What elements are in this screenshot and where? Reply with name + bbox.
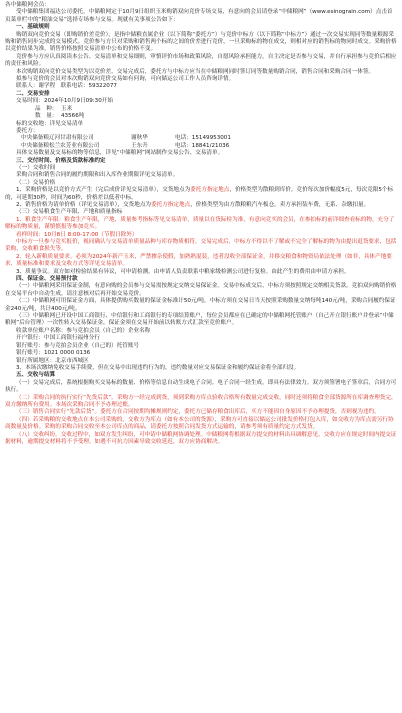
section-1-paragraph-4: 拟参与竞价的会员对本次购销双向竞价交易如有问询，可向储运公司工作人员咨询详情。: [16, 76, 235, 83]
field-value: 玉米: [61, 105, 73, 112]
section-1-paragraph-1: 购销双向竞价交易（即购销价差竞价），是指中储粮直属企业（以下简称“委托方”）与竞价中标方（以下简称“中标方”）通过一次交易实现同等数量粮源采购和销售同步完成的交易模式。竞价参与方只对采购和销售两个标的之间的价差进行竞价，一旦采购标的物在成交，则相对应的销售标的物同时成交。采购价格以竞价结果为准，销售价格按照交易清单中公布的价格不变。: [5, 31, 397, 53]
contact-name: 联系人：谢学程: [16, 83, 56, 90]
highlight-location: 委托方指定地点: [151, 201, 191, 208]
account-line: 开户银行：中国工商银行福州分行: [16, 335, 100, 342]
section-1-paragraph-2: 竞价参与方应认真阅读本公告、交易清单和交易细则，审慎评价市场和政策风险，自愿风险承担能力，自主决定是否参与交易，并自行承担参与竞价后相应的责任和风险。: [5, 53, 397, 68]
field-quantity: [5, 113, 397, 120]
subsection-title: （三）交易粮食生产年限、产地和质量指标: [16, 209, 123, 216]
viewing-time: 看样时间：10月8日 8:00-17:00（节假日除外）: [16, 231, 138, 238]
supplier-person: 谢秋华: [131, 135, 148, 142]
supplier-phone: 电话：18841/21036: [175, 142, 230, 149]
settlement-paragraph-2: （二）采购合同的执行实行“先货后款”。采购方一经完成到货，须到采购方库点验收合格所有数量完成交收，同时还须将粮食全部货源所在库调查理货完，双方缴纳所有费用。本场次采购合同不予办理过账。: [5, 394, 397, 408]
supplier-name: 中央储备粮松兰农芳业有限公司: [21, 142, 100, 149]
settlement-paragraph-3: （三）销售合同实行“先款后货”。委托方在合同按期均摊规则约定，委托方已储存粮食出库后，买方不能因自身原因不予办理提货，否则视为违约。: [16, 409, 380, 416]
section-1-paragraph-3: 本次购销双向竞价交易类型为以竞价差，交易完成后，委托方与中标方应当在中储粮网同时签订同等数量购销合同，销售合同和采购合同一体签。: [16, 68, 375, 75]
account-line: 银行所属地区：北京市西城区: [16, 357, 89, 364]
quality-warning-2: 中标方一旦参与竞买报价，视同确认与交易清单质量品种与库存物质相符。交易完成后，中标方不得以不了解或不完全了解标的物为由提出退货要求，包括采购，交收粮食损失等。: [5, 239, 397, 253]
quality-warning-3: 2、轮入新粮质量要求。必须为2024年新产玉米，严禁掺杂使假，加熟熟混装，违者没收全部保证金，并移交粮食和物资局依法处理（如非，具体产地要求，质量标准和要求及交收方式等详见交易清单。: [5, 253, 392, 268]
greeting: 各中储粮网会员：: [5, 2, 50, 8]
sale-price-rule: 2、销售价格为请单价格（详见交易清单），交货地点为委托方指定地点，价格类型为由方散粮粮汽车板仓，卖方承担装车费，无系、杂缴扣量。: [16, 201, 370, 208]
detail-note: 具体交易数量及交易标的物等信息，详见“中储粮网”网站制作交易公告、交易清单。: [16, 150, 224, 157]
delivery-time-body: 采购合同和销售合同的履约期限和出入库作业期限详见交易清单。: [16, 172, 179, 179]
contact-line: [5, 83, 397, 90]
settlement-paragraph-4: （四）若采购粮的交收地点在本公司采购的，交收方为库点（如有本公司的货源），采购方可直接以储运公司批发价格打包入库，如交收方为库点需另行协商数量及价格。采购的采购合同交收至本公司库点的商品，请委托方按照合同发货方式运输的，请参考须有质量约定方式发货。: [5, 416, 394, 431]
field-label: 数 量：: [35, 113, 58, 120]
supplier-name: 中央储备粮辽河甘肃有限公司: [21, 135, 94, 142]
trade-time: [5, 98, 397, 105]
supplier-label: 委托方：: [16, 127, 39, 134]
trade-time-label: 交易时间：: [16, 98, 44, 105]
subsection-title: （一）交收时间: [16, 164, 56, 171]
section-3-title: 三、交付时间、价格及货款标准约定: [16, 157, 106, 164]
deposit-paragraph-2: （二）中储粮网可用保证金方面，具体提供购买数量的保证金标准计50元/吨，中标方须在交易日当天按照采购数量交纳每吨140元/吨，采购合同履约保证金240元/吨，共计400元/吨。: [5, 298, 396, 312]
trade-time-value: 2024年10月9日09:30开始: [43, 98, 113, 105]
quality-warning-1: 1、粮食生产年限：粮食生产年限，产地、质量参考指标等见交易清单，质量以在货际检为准，有意向竞买的会员，在参拍标的前详细查看标的物，充分了解标的物质量，谨慎慎报等参加竞买。: [5, 216, 395, 231]
purchase-price-rule: 1、采购价格是以竞价方式产生（完后成价详见交易清单），交货地点为委托方指定地点，价格类型为散粮到库价。竞价每次加价幅度5元，每次竞限5个标的，可延期30秒，时间为60秒，价格差以低者中标。: [5, 187, 394, 201]
supplier-phone: 电话：15149953001: [175, 135, 231, 142]
account-line: 银行账号：1021 0000 0136: [16, 350, 91, 357]
field-label: 品 种：: [35, 105, 58, 112]
subsection-title: （二）交易价格: [16, 179, 56, 186]
field-value: 43566吨: [61, 113, 85, 120]
section-2-title: 二、交易安排: [16, 90, 50, 97]
deposit-paragraph-1: （一）中储粮网采用保证金制，有意向购的会员参与交易需按规定交纳交易保证金。交易中标成交后，中标方须按照规定交纳相关货款。竞拍双向购销价格在交易平台中自动生成，请注意核对后再开始交易竞价。: [5, 283, 397, 297]
highlight-location: 委托方指定地点: [190, 187, 230, 194]
supplier-row: [21, 143, 397, 150]
section-4-title: 四、保证金、交易预付款: [16, 276, 78, 283]
deposit-paragraph-4: 3、本场次缴纳免收交易手续费，但在交易中出现违约行为的，违约数量对应交易保证金和履约保证金将全部归没。: [16, 364, 300, 371]
supplier-list: [5, 135, 397, 150]
settlement-paragraph-5: （八）交收纠纷。交收过程中，如双方发生纠纷，可申请中储粮网协调处理。中储粮网将根据双方提交的材料出具调解意见，交收方应在规定时间内提交证据材料，逾期提交材料将不予受理。如遇不可抗力因素导致交收延迟，双方应协商解决。: [5, 431, 397, 445]
quality-dispute: 3、质量争议。双方如对检验结果有异议，可申请检测。由申请人负责联系中粮家级检测公司进行复检。由此产生的费用由申请方承担。: [16, 268, 350, 275]
section-5-title: 五、交收与结算: [16, 372, 56, 379]
contact-phone: 联系电话：59322077: [60, 83, 117, 90]
delivery-location-note: 标的交收地：详见交易清单: [16, 120, 84, 127]
deposit-paragraph-3: （三）中储粮网已开设中国工商银行、中信银行和工商银行的专项结算账户，每位会员都应在已确定的中储粮网托管账户（自己开立银行账户并登录“中储粮网”后台管理）一次性转入交易保证金，保证金须在交易开始前以转账方式汇款至竞价账户。: [5, 313, 394, 327]
section-1-title: 一、基础规则: [16, 24, 50, 31]
intro-paragraph: 受中储粮集团福达公司委托，中储粮网定于10月9日组织玉米购销双向竞价专场交易，有意向的会员请登录“中储粮网”（www.esinograin.com）点击首页菜单栏中的“粮油交易”选择专场参与交易。现就有关事项公告如下：: [5, 9, 393, 23]
field-variety: [5, 106, 397, 113]
account-line: 银行账号：参与竞拍会员企业（自己的）托管账号: [16, 342, 140, 349]
account-line: 收款单位账户名称：参与竞拍会员（自己的）企业名称: [16, 327, 151, 334]
supplier-row: [21, 135, 397, 142]
supplier-person: 王东升: [131, 142, 148, 149]
settlement-paragraph-1: （一）交易完成后，系统根据购买交易标的数量、价格等信息自动生成电子合同。电子合同一经生成，即具有法律效力。双方须签署电子签章后，合同方可执行。: [5, 379, 397, 394]
